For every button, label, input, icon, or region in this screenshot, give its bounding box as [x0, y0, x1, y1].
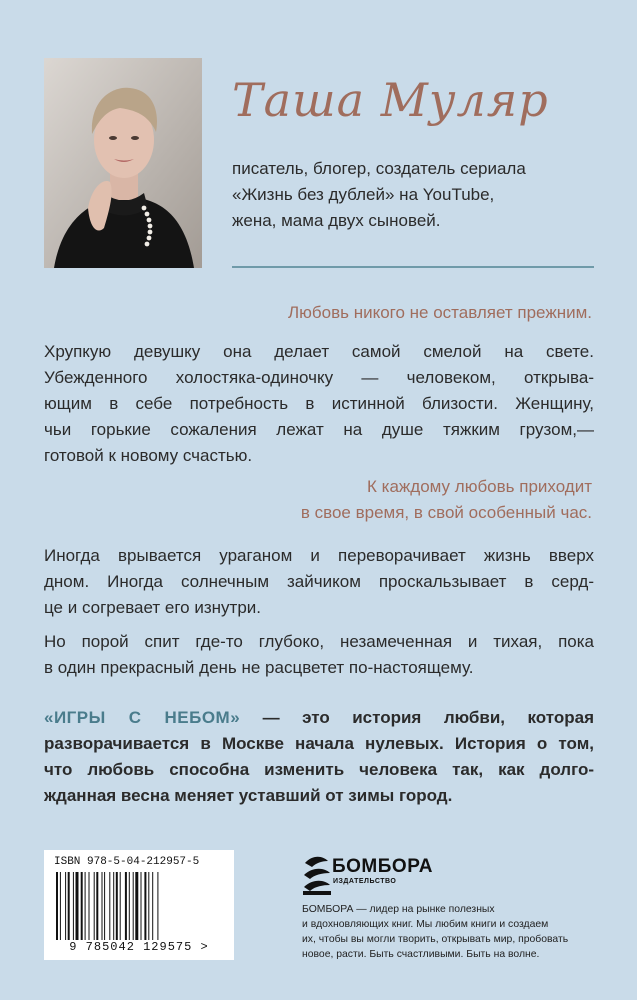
barcode-bar: [120, 872, 121, 940]
barcode-bar: [141, 872, 142, 940]
barcode-bar: [116, 872, 118, 940]
publisher-description: [302, 902, 602, 962]
publisher-subtitle: ИЗДАТЕЛЬСТВО: [333, 878, 397, 885]
pull-quote-1: [288, 300, 592, 326]
paragraph-line: [44, 705, 594, 731]
barcode-bar: [144, 872, 146, 940]
barcode-bar: [133, 872, 134, 940]
paragraph-line: це и согревает его изнутри.: [44, 598, 261, 617]
paragraph-3: [44, 629, 594, 681]
publisher-description-line: новое, расти. Быть счастливыми. Быть на волне.: [302, 949, 540, 960]
paragraph-line: дном. Иногда солнечным зайчиком проскальзывает в серд-: [44, 572, 594, 591]
publisher-description-line: БОМБОРА — лидер на рынке полезных: [302, 904, 495, 915]
book-title: «ИГРЫ С НЕБОМ»: [44, 708, 241, 727]
paragraph-4: [44, 705, 594, 809]
barcode-bar: [94, 872, 95, 940]
author-bio-line: писатель, блогер, создатель сериала: [232, 159, 526, 178]
publisher-description-line: и вдохновляющих книг. Мы любим книги и создаем: [302, 919, 549, 930]
publisher-name: БОМБОРА: [332, 856, 433, 877]
author-bio: [232, 156, 612, 234]
author-portrait-illustration: [44, 58, 202, 268]
barcode-bar: [157, 872, 158, 940]
barcode-box: [44, 850, 234, 960]
pull-quote-2: [301, 474, 592, 526]
barcode-bar: [56, 872, 58, 940]
barcode-bar: [109, 872, 110, 940]
paragraph-line: готовой к новому счастью.: [44, 446, 253, 465]
author-name: Таша Муляр: [232, 73, 549, 127]
barcode-bar: [65, 872, 66, 940]
isbn-text: ISBN 978-5-04-212957-5: [54, 856, 200, 868]
pull-quote-line: Любовь никого не оставляет прежним.: [287, 303, 592, 322]
paragraph-line: чьи горькие сожаления лежат на душе тяжким грузом,—: [44, 420, 594, 439]
paragraph-line: в один прекрасный день не расцветет по-настоящему.: [44, 658, 474, 677]
bombora-logo-icon: [302, 853, 332, 897]
author-bio-line: жена, мама двух сыновей.: [232, 211, 441, 230]
pull-quote-line: К каждому любовь приходит: [367, 477, 592, 496]
barcode-bar: [85, 872, 86, 940]
paragraph-line: Но порой спит где-то глубоко, незамеченная и тихая, пока: [44, 632, 594, 651]
pull-quote-line: в свое время, в свой особенный час.: [300, 503, 592, 522]
barcode-bar: [152, 872, 153, 940]
paragraph-1: [44, 339, 594, 469]
barcode-bar: [89, 872, 90, 940]
paragraph-line: жданная весна меняет уставший от зимы город.: [44, 786, 453, 805]
publisher-description-line: их, чтобы вы могли творить, открывать мир, пробовать: [302, 934, 569, 945]
barcode-bar: [104, 872, 105, 940]
barcode-bar: [113, 872, 114, 940]
barcode-bar: [68, 872, 70, 940]
paragraph-line: Иногда врывается ураганом и переворачивает жизнь вверх: [44, 546, 594, 565]
barcode-bar: [102, 872, 103, 940]
barcode-bar: [148, 872, 149, 940]
paragraph-line: Хрупкую девушку она делает самой смелой на свете.: [44, 342, 594, 361]
barcode-bar: [125, 872, 127, 940]
barcode-bar: [129, 872, 130, 940]
barcode-bar: [96, 872, 98, 940]
divider-line: [232, 266, 594, 268]
barcode-bar: [135, 872, 138, 940]
author-bio-line: «Жизнь без дублей» на YouTube,: [232, 185, 495, 204]
barcode-digits: 9 785042 129575 >: [69, 940, 209, 954]
barcode-bar: [76, 872, 79, 940]
paragraph-line: ющим в себе потребность в истинной близости. Женщину,: [44, 394, 594, 413]
paragraph-line-rest: — это история любви, которая: [240, 708, 594, 727]
barcode-bars: [56, 872, 224, 940]
paragraph-2: [44, 543, 594, 621]
author-photo: [44, 58, 202, 268]
barcode-bar: [81, 872, 83, 940]
paragraph-line: разворачивается в Москве начала нулевых. История о том,: [44, 734, 594, 753]
paragraph-line: Убежденного холостяка-одиночку — человеком, открыва-: [44, 368, 594, 387]
barcode-bar: [73, 872, 74, 940]
barcode-bar: [60, 872, 61, 940]
paragraph-line: что любовь способна изменить человека так, как долго-: [44, 760, 594, 779]
